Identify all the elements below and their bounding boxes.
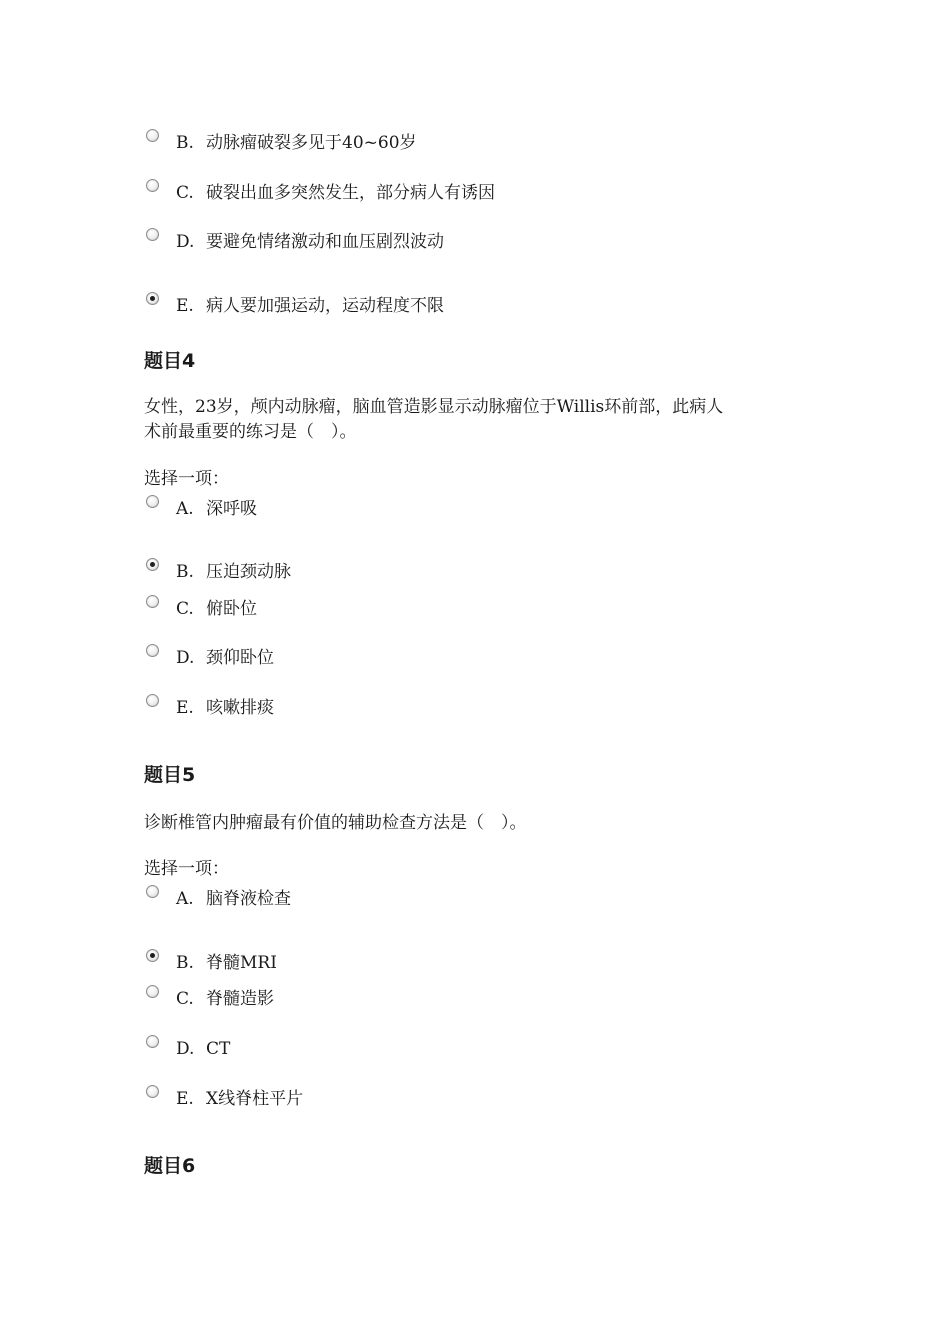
option-label[interactable]: A. 深呼吸 (176, 499, 257, 519)
question-5-prompt: 选择一项： (144, 859, 229, 879)
option-radio[interactable] (146, 885, 159, 898)
option-label[interactable]: E. 咳嗽排痰 (176, 698, 274, 718)
option-label[interactable]: C. 俯卧位 (176, 599, 257, 619)
option-radio[interactable] (146, 292, 159, 305)
option-label[interactable]: B. 压迫颈动脉 (176, 562, 291, 582)
option-radio[interactable] (146, 1035, 159, 1048)
option-radio[interactable] (146, 694, 159, 707)
option-radio[interactable] (146, 949, 159, 962)
option-label[interactable]: D. CT (176, 1039, 231, 1059)
option-label[interactable]: E. X线脊柱平片 (176, 1089, 304, 1109)
question-5-title: 题目5 (144, 764, 196, 786)
option-label[interactable]: D. 要避免情绪激动和血压剧烈波动 (176, 232, 444, 252)
option-radio[interactable] (146, 179, 159, 192)
option-label[interactable]: B. 动脉瘤破裂多见于40~60岁 (176, 133, 417, 153)
option-radio[interactable] (146, 495, 159, 508)
option-label[interactable]: A. 脑脊液检查 (176, 889, 291, 909)
question-4-prompt: 选择一项： (144, 469, 229, 489)
option-radio[interactable] (146, 985, 159, 998)
question-4-text-line1: 女性，23岁，颅内动脉瘤，脑血管造影显示动脉瘤位于Willis环前部，此病人 (144, 397, 724, 417)
question-6-title: 题目6 (144, 1155, 196, 1177)
option-label[interactable]: E. 病人要加强运动，运动程度不限 (176, 296, 444, 316)
question-5-text: 诊断椎管内肿瘤最有价值的辅助检查方法是（ ）。 (144, 813, 527, 833)
option-radio[interactable] (146, 228, 159, 241)
option-radio[interactable] (146, 129, 159, 142)
option-radio[interactable] (146, 558, 159, 571)
question-4-title: 题目4 (144, 350, 196, 372)
question-4-text-line2: 术前最重要的练习是（ ）。 (144, 422, 357, 442)
option-label[interactable]: C. 破裂出血多突然发生，部分病人有诱因 (176, 183, 495, 203)
option-radio[interactable] (146, 1085, 159, 1098)
option-label[interactable]: B. 脊髓MRI (176, 953, 277, 973)
option-label[interactable]: D. 颈仰卧位 (176, 648, 274, 668)
option-radio[interactable] (146, 644, 159, 657)
option-label[interactable]: C. 脊髓造影 (176, 989, 274, 1009)
option-radio[interactable] (146, 595, 159, 608)
